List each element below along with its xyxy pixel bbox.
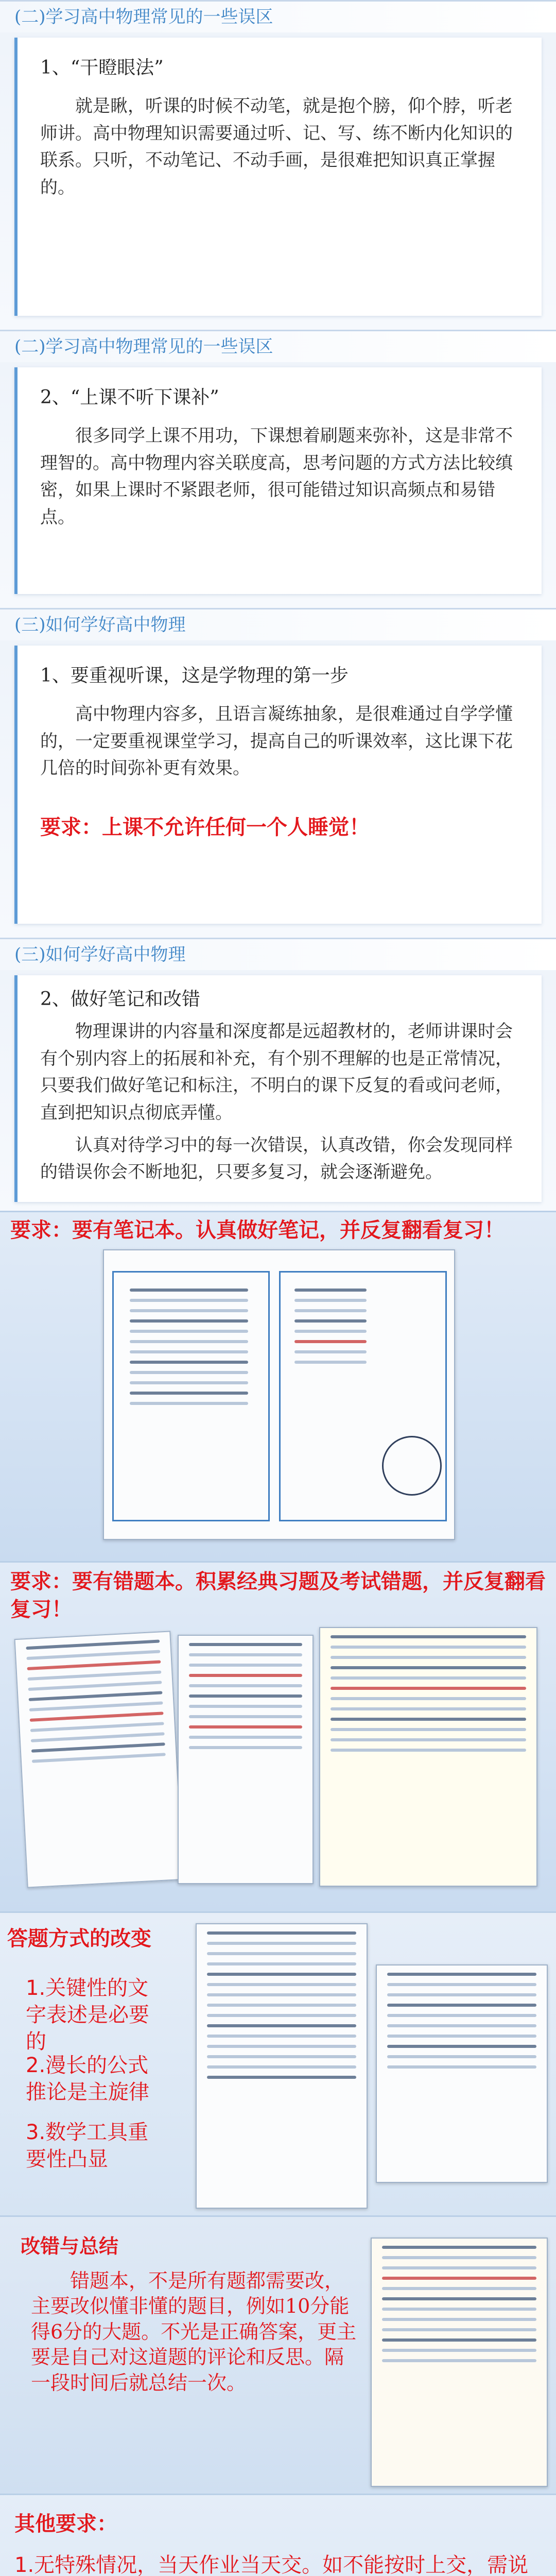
- point-text: 就是瞅，听课的时候不动笔，就是抱个膀，仰个脖，听老师讲。高中物理知识需要通过听、记、写、练不断内化知识的联系。只听，不动笔记、不动手画，是很难把知识真正掌握的。: [40, 96, 513, 198]
- section-heading: (二)学习高中物理常见的一些误区: [0, 2, 556, 32]
- section-heading: (三)如何学好高中物理: [0, 609, 556, 640]
- other-requirements-section: [0, 2494, 556, 2576]
- requirement-1: 1.无特殊情况，当天作业当天交。如不能按时上交，需说: [14, 2553, 529, 2576]
- point-text-2: 认真对待学习中的每一次错误，认真改错，你会发现同样的错误你会不断地犯，只要多复习，就会逐渐避免。: [40, 1134, 513, 1183]
- requirement-text: 要求：上课不允许任何一个人睡觉！: [40, 816, 370, 840]
- correction-notebook-photo: [371, 2238, 548, 2487]
- point-text: 高中物理内容多，且语言凝练抽象，是很难通过自学学懂的，一定要重视课堂学习，提高自己的听课效率，这比课下花几倍的时间弥补更有效果。: [40, 704, 513, 779]
- answer-point-3: 3.数学工具重要性凸显: [26, 2121, 149, 2171]
- point-title: 2、做好笔记和改错: [40, 989, 200, 1010]
- point-text: 很多同学上课不用功，下课想着刷题来弥补，这是非常不理智的。高中物理内容关联度高，思考问题的方式方法比较缜密，如果上课时不紧跟老师，很可能错过知识高频点和易错点。: [40, 426, 513, 528]
- point-text: 物理课讲的内容量和深度都是远超教材的，老师讲课时会有个别内容上的拓展和补充，有个别不理解的也是正常情况，只要我们做好笔记和标注，不明白的课下反复的看或问老师，直到把知识点彻底弄懂。: [40, 1021, 513, 1124]
- answer-point-2: 2.漫长的公式推论是主旋律: [26, 2054, 149, 2104]
- content-card: [14, 975, 542, 1202]
- slide-misconception-1: [0, 0, 556, 330]
- content-card: [14, 38, 542, 316]
- exam-answer-photo-1: [196, 1923, 368, 2209]
- answer-method-section: [0, 1911, 556, 2215]
- notes-section: [0, 1211, 556, 1561]
- slide-how-to-learn-1: [0, 608, 556, 938]
- section-heading: (三)如何学好高中物理: [0, 939, 556, 970]
- exam-answer-photo-2: [376, 1964, 548, 2183]
- slide-how-to-learn-2: [0, 938, 556, 1211]
- diagram-circle: [382, 1436, 442, 1496]
- correction-title: 改错与总结: [21, 2235, 119, 2258]
- notebook-photo: [103, 1249, 455, 1540]
- point-title: 1、要重视听课，这是学物理的第一步: [40, 665, 349, 686]
- correction-text: 错题本，不是所有题都需要改，主要改似懂非懂的题目，例如10分能得6分的大题。不光是正确答案，更主要是自己对这道题的评论和反思。隔一段时间后就总结一次。: [31, 2269, 357, 2394]
- mistakes-section: [0, 1561, 556, 1911]
- notes-requirement-banner: 要求：要有笔记本。认真做好笔记，并反复翻看复习！: [10, 1218, 505, 1242]
- slide-misconception-2: [0, 330, 556, 608]
- point-title: 1、“干瞪眼法”: [40, 57, 164, 78]
- section-heading: (二)学习高中物理常见的一些误区: [0, 331, 556, 362]
- answer-point-1: 1.关键性的文字表述是必要的: [26, 1976, 149, 2054]
- answer-method-title: 答题方式的改变: [7, 1927, 151, 1951]
- correction-section: [0, 2215, 556, 2494]
- mistake-notebook-photo-3: [319, 1627, 537, 1887]
- mistakes-requirement-banner: 要求：要有错题本。积累经典习题及考试错题，并反复翻看复习！: [10, 1570, 546, 1621]
- mistake-notebook-photo-2: [178, 1635, 314, 1884]
- point-title: 2、“上课不听下课补”: [40, 387, 219, 408]
- content-card: [14, 646, 542, 924]
- other-requirements-title: 其他要求：: [14, 2512, 117, 2536]
- content-card: [14, 367, 542, 594]
- mistake-notebook-photo-1: [14, 1631, 184, 1888]
